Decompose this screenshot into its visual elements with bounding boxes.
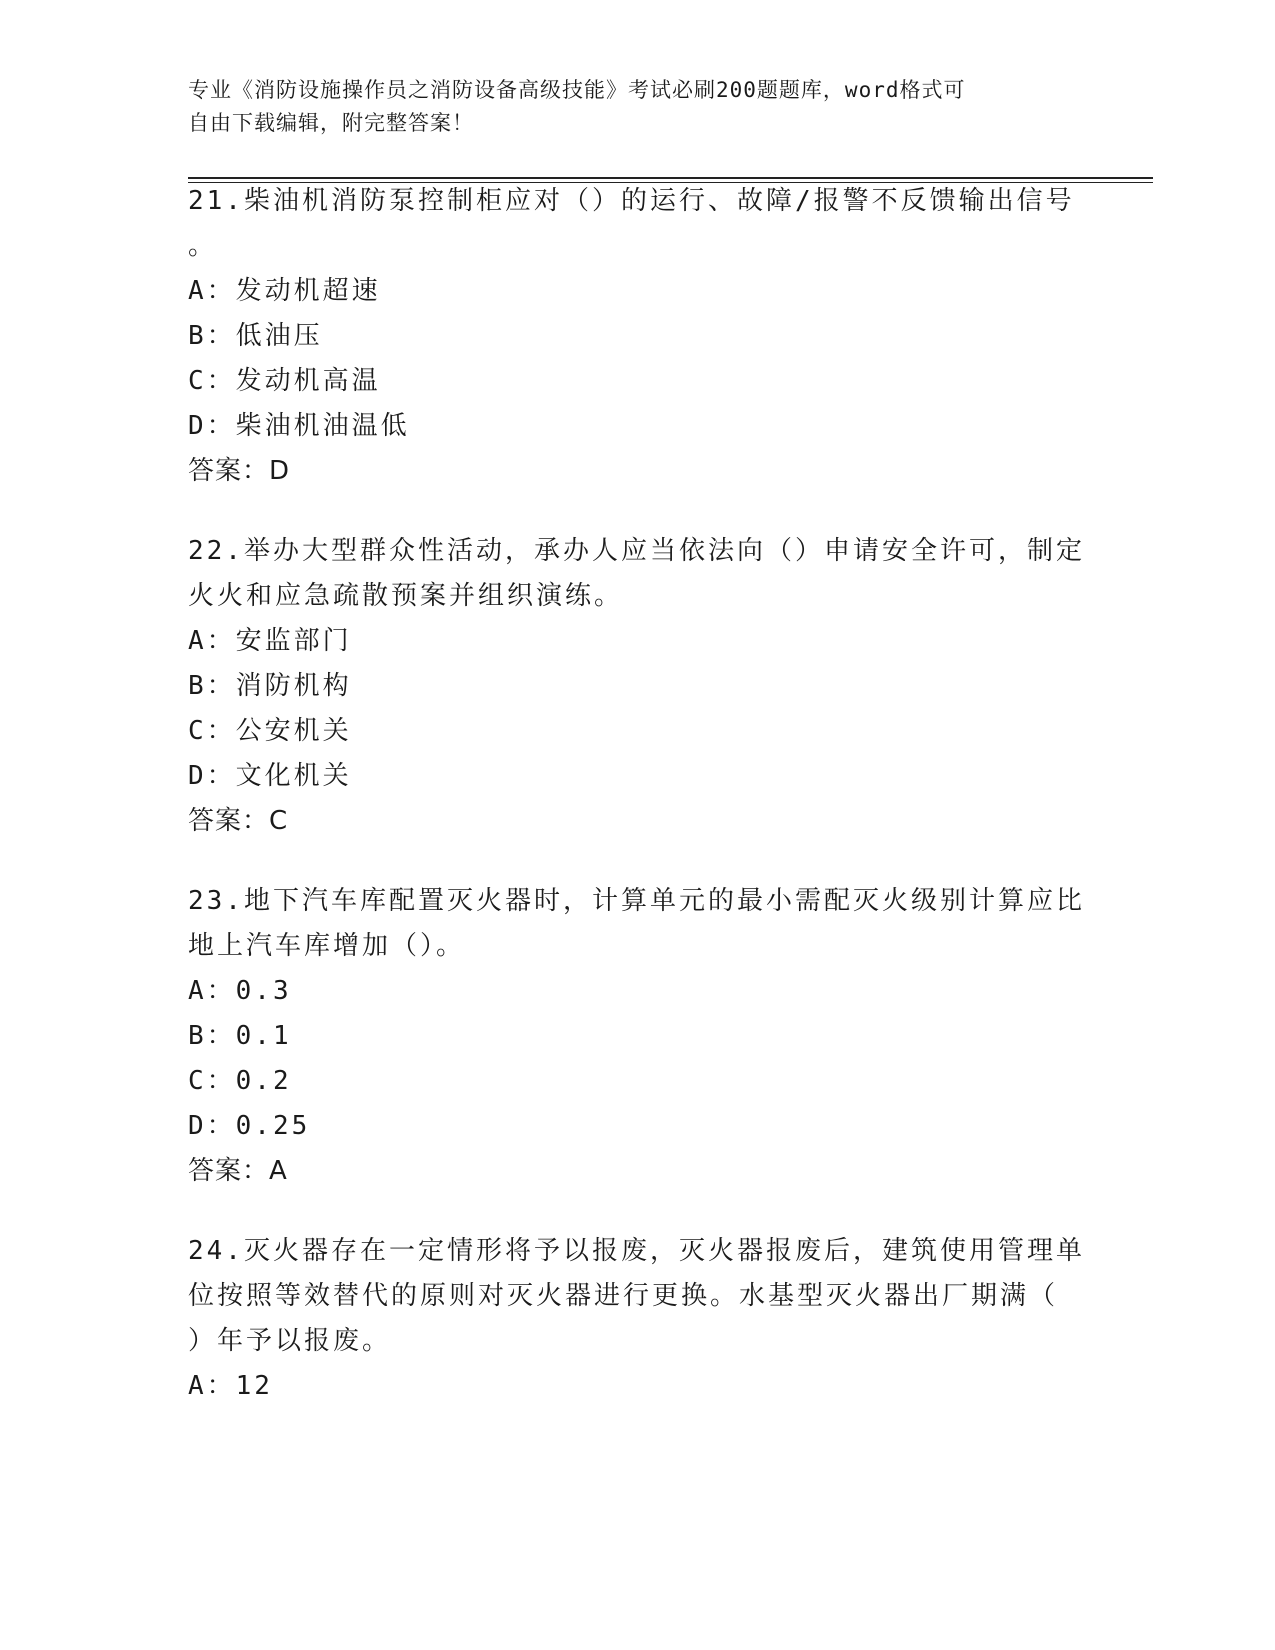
question-text-line: 。 — [188, 231, 218, 261]
option-c: C：0.2 — [188, 1066, 292, 1096]
option-a: A：0.3 — [188, 976, 292, 1006]
question-22 — [188, 529, 1088, 844]
question-text-line: 火火和应急疏散预案并组织演练。 — [188, 581, 624, 611]
option-a: A：安监部门 — [188, 626, 352, 656]
answer: 答案：A — [188, 1156, 288, 1186]
option-d: D：0.25 — [188, 1111, 311, 1141]
question-text-line: 位按照等效替代的原则对灭火器进行更换。水基型灭火器出厂期满（ — [188, 1281, 1059, 1311]
document-header — [188, 74, 1068, 140]
question-text-line: ）年予以报废。 — [188, 1326, 392, 1356]
question-23 — [188, 879, 1088, 1194]
question-text-line: 地上汽车库增加（）。 — [188, 931, 466, 961]
question-21 — [188, 179, 1088, 494]
header-line-2: 自由下载编辑，附完整答案！ — [188, 111, 474, 135]
question-text-line: 23.地下汽车库配置灭火器时，计算单元的最小需配灭火级别计算应比 — [188, 886, 1085, 916]
answer: 答案：C — [188, 806, 289, 836]
option-d: D：文化机关 — [188, 761, 352, 791]
option-b: B：0.1 — [188, 1021, 292, 1051]
option-a: A：12 — [188, 1371, 273, 1401]
question-text-line: 22.举办大型群众性活动，承办人应当依法向（）申请安全许可，制定 — [188, 536, 1085, 566]
option-a: A：发动机超速 — [188, 276, 381, 306]
option-c: C：公安机关 — [188, 716, 352, 746]
option-b: B：消防机构 — [188, 671, 352, 701]
option-c: C：发动机高温 — [188, 366, 381, 396]
option-d: D：柴油机油温低 — [188, 411, 410, 441]
question-text-line: 24.灭火器存在一定情形将予以报废，灭火器报废后，建筑使用管理单 — [188, 1236, 1085, 1266]
question-text-line: 21.柴油机消防泵控制柜应对（）的运行、故障/报警不反馈输出信号 — [188, 186, 1075, 216]
answer: 答案：D — [188, 456, 291, 486]
header-line-1: 专业《消防设施操作员之消防设备高级技能》考试必刷200题题库，word格式可 — [188, 78, 966, 102]
question-24 — [188, 1229, 1088, 1409]
option-b: B：低油压 — [188, 321, 323, 351]
